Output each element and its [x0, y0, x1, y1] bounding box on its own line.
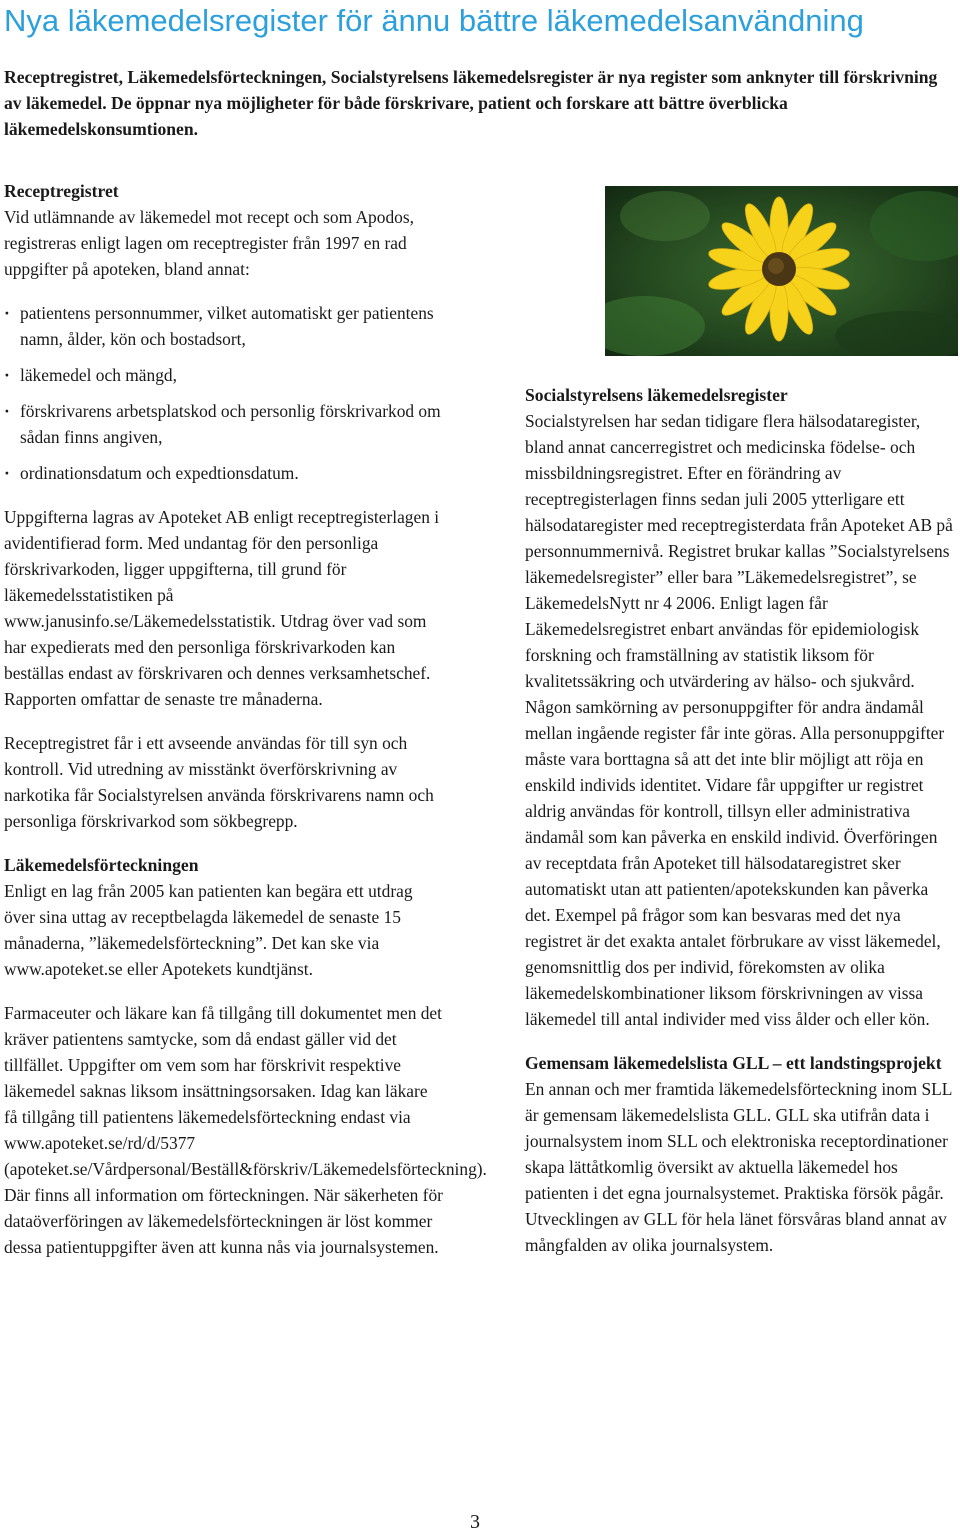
- list-item: · ordinationsdatum och expedtionsdatum.: [4, 460, 444, 486]
- receptregistret-bullet-list: [4, 300, 444, 486]
- gll-paragraph: En annan och mer framtida läkemedelsförteckning inom SLL är gemensam läkemedelslista GLL. GLL ska utifrån data i journalsystem inom SLL och elektroniska receptordinationer skapa lättåtkomlig översikt av aktuella läkemedel hos patienten i det egna journalsystemet. Praktiska försök pågår. Utvecklingen av GLL för hela länet försvåras bland annat av mångfalden av olika journalsystem.: [525, 1079, 952, 1255]
- right-column: [525, 382, 957, 1276]
- socialstyrelsen-paragraph: Socialstyrelsen har sedan tidigare flera hälsodataregister, bland annat cancerregistret och medicinska födelse- och missbildningsregistret. Efter en förändring av receptregisterlagen finns sedan juli 2005 ytterligare ett hälsodataregister med receptregisterdata från Apoteket AB på personnummernivå. Registret brukar kallas ”Socialstyrelsens läkemedelsregister” eller bara ”Läkemedelsregistret”, se LäkemedelsNytt nr 4 2006. Enligt lagen får Läkemedelsregistret enbart användas för epidemiologisk forskning och framställning av statistik liksom för kvalitetssäkring och utvärdering av hälso- och sjukvård. Någon samkörning av personuppgifter för andra ändamål mellan ingående register får inte göras. Alla personuppgifter måste vara borttagna så att det inte blir möjligt att röja en enskild individs identitet. Vidare får uppgifter ur registret aldrig användas för kontroll, tillsyn eller administrativa ändamål som kan påverka en enskild individ. Överföringen av receptdata från Apoteket till hälsodataregistret sker automatiskt utan att patienten/apotekskunden kan påverka det. Exempel på frågor som kan besvaras med det nya registret är det exakta antalet förbrukare av visst läkemedel, genomsnittlig dos per individ, förekomsten av olika läkemedelskombinationer liksom förskrivningen av vissa läkemedel till antal individer med viss ålder och eller kön.: [525, 411, 953, 1029]
- list-item: · läkemedel och mängd,: [4, 362, 444, 388]
- flower-center-highlight: [768, 258, 784, 274]
- list-item: · patientens personnummer, vilket automatiskt ger patientens namn, ålder, kön och bostadsort,: [4, 300, 444, 352]
- lakemedelsforteckningen-paragraph-2: Farmaceuter och läkare kan få tillgång till dokumentet men det kräver patientens samtycke, som då endast gäller vid det tillfället. Uppgifter om vem som har förskrivit respektive läkemedel saknas liksom insättningsorsaken. Idag kan läkare få tillgång till patientens läkemedelsförteckning endast via www.apoteket.se/rd/d/5377 (apoteket.se/Vårdpersonal/Beställ&förskriv/Läkemedelsförteckning). Där finns all information om förteckningen. När säkerheten för dataöverföringen av läkemedelsförteckningen är löst kommer dessa patientuppgifter även att kunna nås via journalsystemen.: [4, 1003, 487, 1257]
- receptregistret-paragraph-3: Receptregistret får i ett avseende användas för till syn och kontroll. Vid utredning av misstänkt överförskrivning av narkotika får Socialstyrelsen använda förskrivarens namn och personliga förskrivarkod som sökbegrepp.: [4, 733, 434, 831]
- page-title: Nya läkemedelsregister för ännu bättre läkemedelsanvändning: [4, 3, 864, 38]
- receptregistret-heading: Receptregistret: [4, 181, 119, 201]
- flower-photo: [605, 186, 958, 356]
- socialstyrelsen-heading: Socialstyrelsens läkemedelsregister: [525, 385, 788, 405]
- lakemedelsforteckningen-heading: Läkemedelsförteckningen: [4, 855, 199, 875]
- receptregistret-paragraph-1: Vid utlämnande av läkemedel mot recept och som Apodos, registreras enligt lagen om receptregister från 1997 en rad uppgifter på apoteken, bland annat:: [4, 207, 414, 279]
- lakemedelsforteckningen-paragraph-1: Enligt en lag från 2005 kan patienten kan begära ett utdrag över sina uttag av receptbelagda läkemedel de senaste 15 månaderna, ”läkemedelsförteckning”. Det kan ske via www.apoteket.se eller Apotekets kundtjänst.: [4, 881, 413, 979]
- page-number: 3: [470, 1511, 480, 1533]
- receptregistret-paragraph-2: Uppgifterna lagras av Apoteket AB enligt receptregisterlagen i avidentifierad form. Med undantag för den personliga förskrivarkoden, ligger uppgifterna, till grund för läkemedelsstatistiken på www.janusinfo.se/Läkemedelsstatistik. Utdrag över vad som har expedierats med den personliga förskrivarkoden kan beställas endast av förskrivaren och dennes verksamhetschef. Rapporten omfattar de senaste tre månaderna.: [4, 507, 440, 709]
- gll-heading: Gemensam läkemedelslista GLL – ett landstingsprojekt: [525, 1053, 942, 1073]
- intro-paragraph: Receptregistret, Läkemedelsförteckningen, Socialstyrelsens läkemedelsregister är nya register som anknyter till förskrivning av läkemedel. De öppnar nya möjligheter för både förskrivare, patient och forskare att bättre överblicka läkemedelskonsumtionen.: [4, 67, 938, 139]
- list-item: · förskrivarens arbetsplatskod och personlig förskrivarkod om sådan finns angiven,: [4, 398, 444, 450]
- left-column: [4, 178, 487, 1278]
